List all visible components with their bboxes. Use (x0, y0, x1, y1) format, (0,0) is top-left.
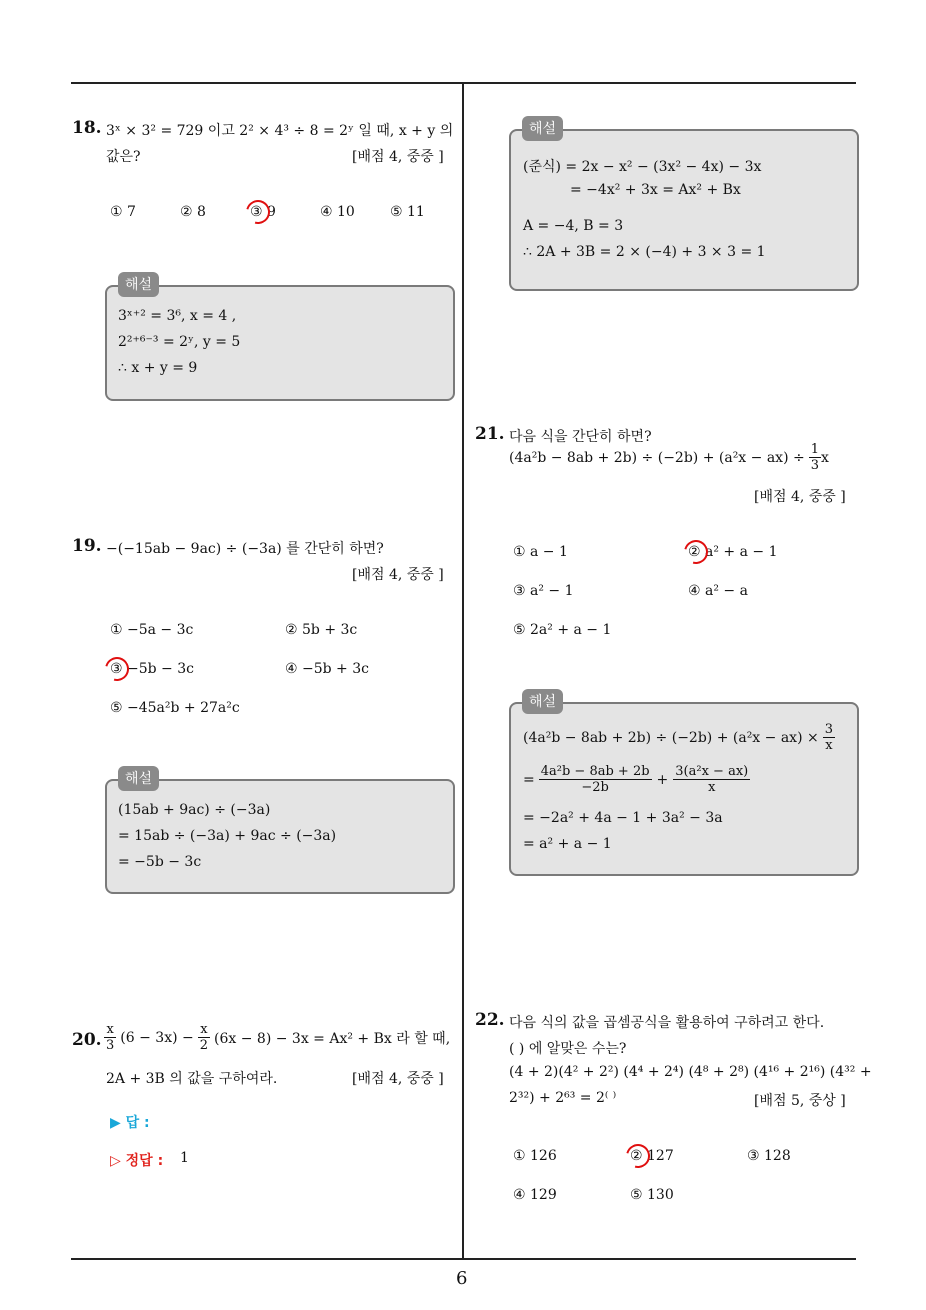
correct-answer-value: 1 (180, 1150, 189, 1166)
solution-line: ∴ x + y = 9 (118, 360, 198, 376)
choice[interactable]: ④ 10 (320, 204, 355, 220)
answer-circle-mark (242, 196, 275, 229)
solution-tab: 해설 (118, 766, 159, 791)
solution-line: = $\frac{\text{4a²b − 8ab + 2b}}{-2b}$ + $\frac{\text{3(a²x − ax)}}{x}$ (523, 764, 749, 795)
solution-line: = −4x² + 3x = Ax² + Bx (570, 182, 741, 198)
solution-line: (준식) = 2x − x² − (3x² − 4x) − 3x (523, 159, 762, 175)
solution-box (509, 129, 859, 291)
question-text: 값은? (106, 149, 141, 165)
question-text: 다음 식의 값을 곱셈공식을 활용하여 구하려고 한다. (509, 1015, 825, 1031)
choice[interactable]: ② 8 (180, 204, 206, 220)
question-text: −(−15ab − 9ac) ÷ (−3a) 를 간단히 하면? (106, 541, 384, 557)
question-meta: [배점 4, 중중 ] (352, 149, 444, 165)
choice[interactable]: ④ 129 (513, 1187, 557, 1203)
solution-line: (15ab + 9ac) ÷ (−3a) (118, 802, 271, 818)
fraction: $\frac{\text{3(a²x − ax)}}{x}$ (675, 764, 749, 795)
solution-tab: 해설 (522, 689, 563, 714)
solution-tab: 해설 (118, 272, 159, 297)
choice[interactable]: ④ a² − a (688, 583, 748, 599)
solution-line: 3ˣ⁺² = 3⁶, x = 4 , (118, 308, 237, 324)
fraction: $\frac{3}{x}$ (824, 722, 833, 753)
question-text: 다음 식을 간단히 하면? (509, 429, 652, 445)
choice-selected[interactable]: ③ −5b − 3c (110, 661, 194, 677)
solution-line: A = −4, B = 3 (523, 218, 624, 234)
question-expression: (4a²b − 8ab + 2b) ÷ (−2b) + (a²x − ax) ÷ $\frac{1}{3}$ x (509, 442, 829, 473)
solution-line: (4a²b − 8ab + 2b) ÷ (−2b) + (a²x − ax) × $\frac{3}{x}$ (523, 722, 833, 753)
answer-circle-mark (101, 653, 134, 686)
answer-prompt[interactable]: ▶ 답 : (110, 1115, 150, 1131)
question-text: $\frac{x}{3}$ (6 − 3x) − $\frac{x}{2}$ (6x − 8) − 3x = Ax² + Bx 라 할 때, (106, 1022, 451, 1053)
solution-line: = a² + a − 1 (523, 836, 612, 852)
choice[interactable]: ④ −5b + 3c (285, 661, 369, 677)
question-meta: [배점 4, 중중 ] (754, 489, 846, 505)
choice-selected[interactable]: ③ 9 (250, 204, 276, 220)
question-meta: [배점 5, 중상 ] (754, 1093, 846, 1109)
fraction: $\frac{x}{2}$ (199, 1022, 209, 1053)
bottom-rule (71, 1258, 856, 1260)
choice[interactable]: ① 7 (110, 204, 136, 220)
fraction: $\frac{x}{3}$ (106, 1022, 115, 1053)
question-text: 2A + 3B 의 값을 구하여라. (106, 1071, 278, 1087)
choice-selected[interactable]: ② a² + a − 1 (688, 544, 778, 560)
question-number: 18. (72, 118, 102, 138)
column-divider (462, 84, 464, 1260)
choice[interactable]: ① −5a − 3c (110, 622, 194, 638)
page-number: 6 (456, 1268, 468, 1289)
question-number: 22. (475, 1010, 505, 1030)
solution-line: = 15ab ÷ (−3a) + 9ac ÷ (−3a) (118, 828, 337, 844)
question-text: (4 + 2)(4² + 2²) (4⁴ + 2⁴) (4⁸ + 2⁸) (4¹⁶ + 2¹⁶) (4³² + (509, 1064, 872, 1080)
solution-line: = −5b − 3c (118, 854, 202, 870)
choice[interactable]: ⑤ 130 (630, 1187, 674, 1203)
solution-tab: 해설 (522, 116, 563, 141)
solution-line: = −2a² + 4a − 1 + 3a² − 3a (523, 810, 723, 826)
choice[interactable]: ⑤ 11 (390, 204, 425, 220)
choice-selected[interactable]: ② 127 (630, 1148, 674, 1164)
correct-answer-label: ▷ 정답 : (110, 1153, 164, 1169)
choice[interactable]: ⑤ 2a² + a − 1 (513, 622, 612, 638)
question-text: 2³²) + 2⁶³ = 2⁽ ⁾ (509, 1090, 617, 1106)
question-number: 21. (475, 424, 505, 444)
question-text: ( ) 에 알맞은 수는? (509, 1041, 627, 1057)
solution-line: 2²⁺⁶⁻³ = 2ʸ, y = 5 (118, 334, 241, 350)
choice[interactable]: ① 126 (513, 1148, 557, 1164)
fraction: $\frac{1}{3}$ (810, 442, 819, 473)
question-text: 3ˣ × 3² = 729 이고 2² × 4³ ÷ 8 = 2ʸ 일 때, x + y 의 (106, 123, 454, 139)
choice[interactable]: ① a − 1 (513, 544, 568, 560)
question-number: 19. (72, 536, 102, 556)
question-number: 20. (72, 1030, 102, 1050)
fraction: $\frac{\text{4a²b − 8ab + 2b}}{-2b}$ (540, 764, 650, 795)
question-meta: [배점 4, 중중 ] (352, 1071, 444, 1087)
choice[interactable]: ② 5b + 3c (285, 622, 358, 638)
choice[interactable]: ③ a² − 1 (513, 583, 574, 599)
choice[interactable]: ③ 128 (747, 1148, 791, 1164)
answer-circle-mark (622, 1140, 655, 1173)
solution-line: ∴ 2A + 3B = 2 × (−4) + 3 × 3 = 1 (523, 244, 766, 260)
question-meta: [배점 4, 중중 ] (352, 567, 444, 583)
answer-circle-mark (680, 536, 713, 569)
choice[interactable]: ⑤ −45a²b + 27a²c (110, 700, 240, 716)
